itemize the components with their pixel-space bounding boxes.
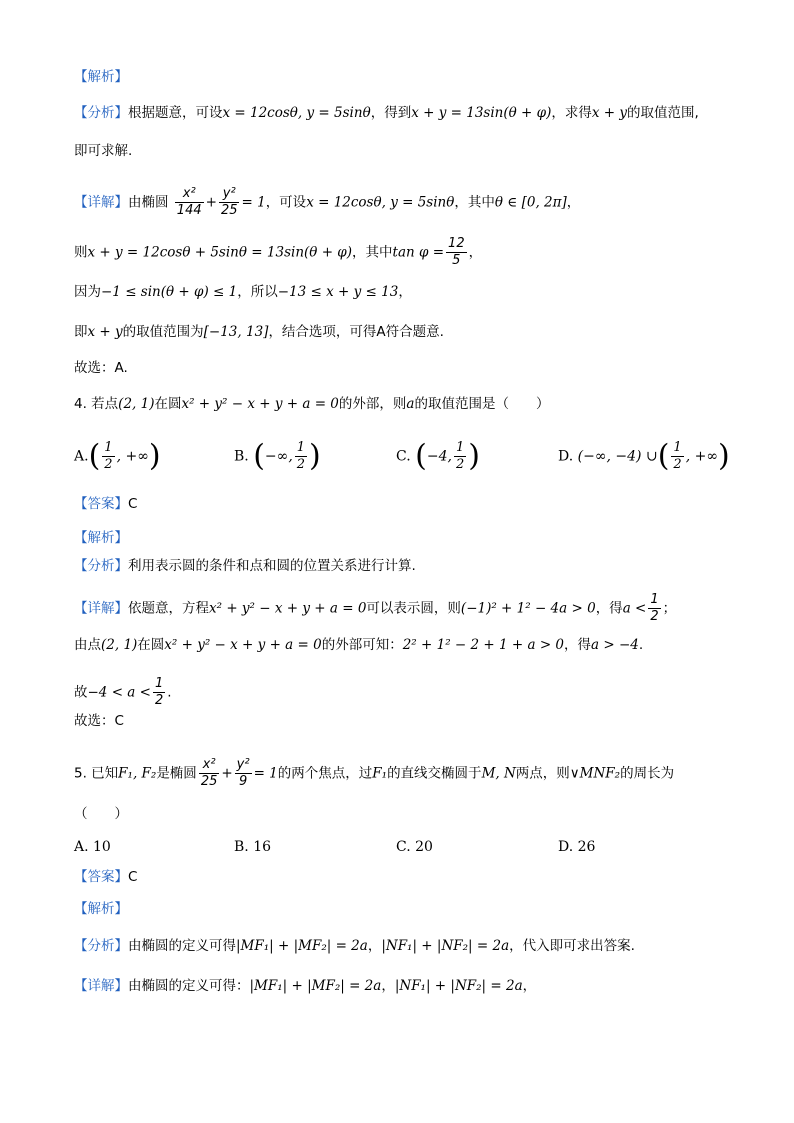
q3-detail-line2: 则x + y = 12cosθ + 5sinθ = 13sin(θ + φ)，其中tan φ = $\frac{12}{5}$ ，	[74, 236, 483, 268]
q5-analysis: 【分析】由椭圆的定义可得|MF₁| + |MF₂| = 2a，|NF₁| + |NF₂| = 2a，代入即可求出答案.	[74, 938, 635, 954]
q3-detail-line1: 【详解】由椭圆 $\frac{\text{x²}}{144}$ + $\frac{\text{y²}}{25}$ = 1，可设x = 12cosθ, y = 5sinθ，其中θ ∈ [0, 2π]，	[74, 186, 581, 218]
q4-detail-line1: 【详解】依题意，方程x² + y² − x + y + a = 0可以表示圆，则(−1)² + 1² − 4a > 0，得a < $\frac{1}{2}$ ；	[74, 592, 677, 624]
q5-stem-paren: （ ）	[74, 806, 128, 822]
q5-option-c: C. 20	[396, 839, 433, 855]
q4-option-a: A.( $\frac{1}{2}$ , +∞)	[74, 438, 161, 474]
analysis-header: 【解析】	[74, 69, 128, 85]
q5-detail: 【详解】由椭圆的定义可得：|MF₁| + |MF₂| = 2a，|NF₁| + |NF₂| = 2a，	[74, 978, 537, 994]
q5-option-a: A. 10	[74, 839, 111, 855]
q4-stem: 4. 若点(2, 1)在圆x² + y² − x + y + a = 0的外部，则a的取值范围是（ ）	[74, 396, 550, 412]
q3-analysis-cont: 即可求解.	[74, 143, 133, 159]
q3-detail-line4: 即x + y的取值范围为[−13, 13]，结合选项，可得A符合题意.	[74, 324, 444, 340]
q5-option-b: B. 16	[234, 839, 272, 855]
q3-analysis: 【分析】根据题意，可设x = 12cosθ, y = 5sinθ，得到x + y = 13sin(θ + φ)，求得x + y的取值范围,	[74, 105, 699, 121]
q4-answer: 【答案】C	[74, 496, 138, 512]
q4-option-c: C. (−4, $\frac{1}{2}$ )	[396, 438, 480, 474]
q4-choice: 故选：C	[74, 713, 124, 729]
q4-detail-line2: 由点(2, 1)在圆x² + y² − x + y + a = 0的外部可知：2² + 1² − 2 + 1 + a > 0，得a > −4.	[74, 637, 644, 653]
q5-option-d: D. 26	[558, 839, 596, 855]
q4-option-d: D. (−∞, −4) ∪( $\frac{1}{2}$ , +∞)	[558, 438, 730, 474]
q5-stem: 5. 已知F₁, F₂是椭圆 $\frac{\text{x²}}{25}$ + $\frac{\text{y²}}{9}$ = 1的两个焦点，过F₁的直线交椭圆于M, N两点，则∨MNF₂的周长为	[74, 757, 675, 789]
q4-analysis-header: 【解析】	[74, 530, 128, 546]
q5-analysis-header: 【解析】	[74, 901, 128, 917]
q3-choice: 故选：A.	[74, 360, 128, 376]
q4-detail-line3: 故−4 < a < $\frac{1}{2}$ .	[74, 676, 172, 708]
q4-analysis: 【分析】利用表示圆的条件和点和圆的位置关系进行计算.	[74, 558, 416, 574]
q3-detail-line3: 因为−1 ≤ sin(θ + φ) ≤ 1，所以−13 ≤ x + y ≤ 13，	[74, 284, 412, 300]
q5-answer: 【答案】C	[74, 869, 138, 885]
q4-option-b: B. (−∞, $\frac{1}{2}$ )	[234, 438, 321, 474]
